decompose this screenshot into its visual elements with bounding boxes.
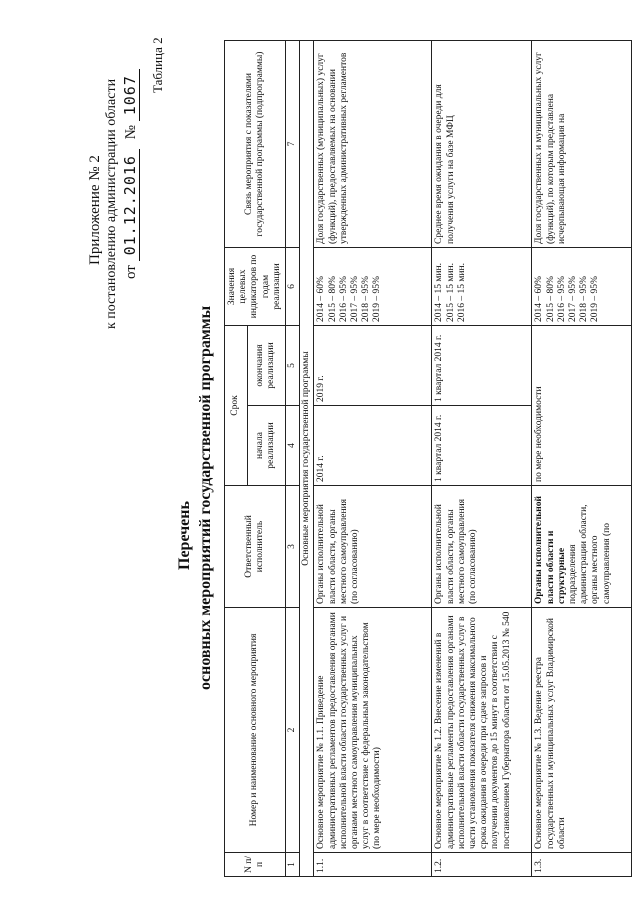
section-title: Основные мероприятия государственной программы	[300, 40, 314, 876]
document-subtitle: основных мероприятий государственной программы	[197, 305, 214, 690]
measure-name: Основное мероприятие № 1.2. Внесение изменений в административные регламенты предоставления органами исполнительной власти области государственных услуг в части установления показателя снижения максимального срока ожидания в очереди при сдаче запросов и получении документов до 15 минут в соответствии с постановлением Губернатора области от 15.05.2013 № 540	[432, 608, 532, 853]
column-index-row	[286, 40, 300, 876]
measure-name: Основное мероприятие № 1.3. Ведение реестра государственных и муниципальных услуг Владимирской области	[532, 608, 632, 853]
col-header-start: начала реализации	[247, 406, 285, 486]
executor-bold-part: Органы исполнительной власти области и структурные	[534, 495, 567, 604]
measure-start: 1 квартал 2014 г.	[432, 406, 532, 486]
table-row	[432, 40, 532, 876]
measure-name: Основное мероприятие № 1.1. Приведение административных регламентов предоставления органами исполнительной власти области государственных услуг и органами местного самоуправления муниципальных услуг в соответствие с федеральным законодательством (по мере необходимости)	[314, 608, 432, 853]
measure-term: по мере необходимости	[532, 325, 632, 485]
appendix-title: Приложение № 2	[87, 155, 103, 265]
indicator-value: 2015 – 80%	[327, 276, 338, 322]
appendix-from-label: от	[123, 265, 139, 279]
indicator-value: 2014 – 60%	[316, 276, 327, 322]
indicator-value: 2016 – 95%	[556, 276, 567, 322]
indicator-value: 2015 – 80%	[545, 276, 556, 322]
measure-end: 2019 г.	[314, 325, 432, 405]
column-index: 7	[286, 40, 300, 247]
measures-table	[224, 40, 632, 877]
measure-executor: Органы исполнительной власти области, органы местного самоуправления (по согласованию)	[432, 486, 532, 608]
indicator-value: 2019 – 95%	[372, 276, 383, 322]
table-label: Таблица 2	[150, 37, 165, 93]
section-row	[300, 40, 314, 876]
col-header-name: Номер и наименование основного мероприятия	[225, 608, 286, 853]
indicator-value: 2015 – 15 мин.	[445, 263, 456, 322]
column-index: 4	[286, 406, 300, 486]
appendix-number: 1067	[121, 69, 140, 121]
measure-link: Доля государственных и муниципальных услуг (функций), по которым представлена исчерпывающая информация на	[532, 40, 632, 247]
table-row	[314, 40, 432, 876]
column-index: 5	[286, 325, 300, 405]
appendix-date: 01.12.2016	[121, 149, 140, 261]
indicator-value: 2017 – 95%	[350, 276, 361, 322]
measure-end: 1 квартал 2014 г.	[432, 325, 532, 405]
col-header-num: N п/п	[225, 853, 286, 877]
measure-values	[432, 247, 532, 325]
row-number: 1.1.	[314, 853, 432, 877]
measure-executor	[532, 486, 632, 608]
indicator-value: 2014 – 60%	[534, 276, 545, 322]
measure-start: 2014 г.	[314, 406, 432, 486]
col-header-term: Срок	[225, 325, 248, 485]
row-number: 1.2.	[432, 853, 532, 877]
column-index: 2	[286, 608, 300, 853]
row-number: 1.3.	[532, 853, 632, 877]
measure-values	[314, 247, 432, 325]
table-row	[532, 40, 632, 876]
appendix-reference: к постановлению администрации области	[104, 78, 119, 329]
indicator-value: 2018 – 95%	[579, 276, 590, 322]
col-header-end: окончания реализации	[247, 325, 285, 405]
indicator-value: 2016 – 95%	[338, 276, 349, 322]
indicator-value: 2017 – 95%	[568, 276, 579, 322]
indicator-value: 2014 – 15 мин.	[434, 263, 445, 322]
col-header-link: Связь мероприятия с показателями государственной программы (подпрограммы)	[225, 40, 286, 247]
appendix-date-line	[121, 69, 141, 279]
measure-values	[532, 247, 632, 325]
column-index: 6	[286, 247, 300, 325]
indicator-value: 2016 – 15 мин.	[456, 263, 467, 322]
measure-link: Среднее время ожидания в очереди для получения услуги на базе МФЦ	[432, 40, 532, 247]
document-title: Перечень	[176, 501, 193, 570]
appendix-number-label: №	[123, 125, 139, 140]
table-header-row	[225, 40, 248, 876]
measure-link: Доля государственных (муниципальных) услуг (функций), предоставляемых на основании утвержденных административных регламентов	[314, 40, 432, 247]
column-index: 1	[286, 853, 300, 877]
column-index: 3	[286, 486, 300, 608]
col-header-executor: Ответственный исполнитель	[225, 486, 286, 608]
measure-executor: Органы исполнительной власти области, органы местного самоуправления (по согласованию)	[314, 486, 432, 608]
executor-rest-part: подразделения администрации области, органы местного самоуправления (по	[568, 504, 612, 604]
indicator-value: 2018 – 95%	[361, 276, 372, 322]
indicator-value: 2019 – 95%	[590, 276, 601, 322]
col-header-values: Значения целевых индикаторов по годам реализации	[225, 247, 286, 325]
